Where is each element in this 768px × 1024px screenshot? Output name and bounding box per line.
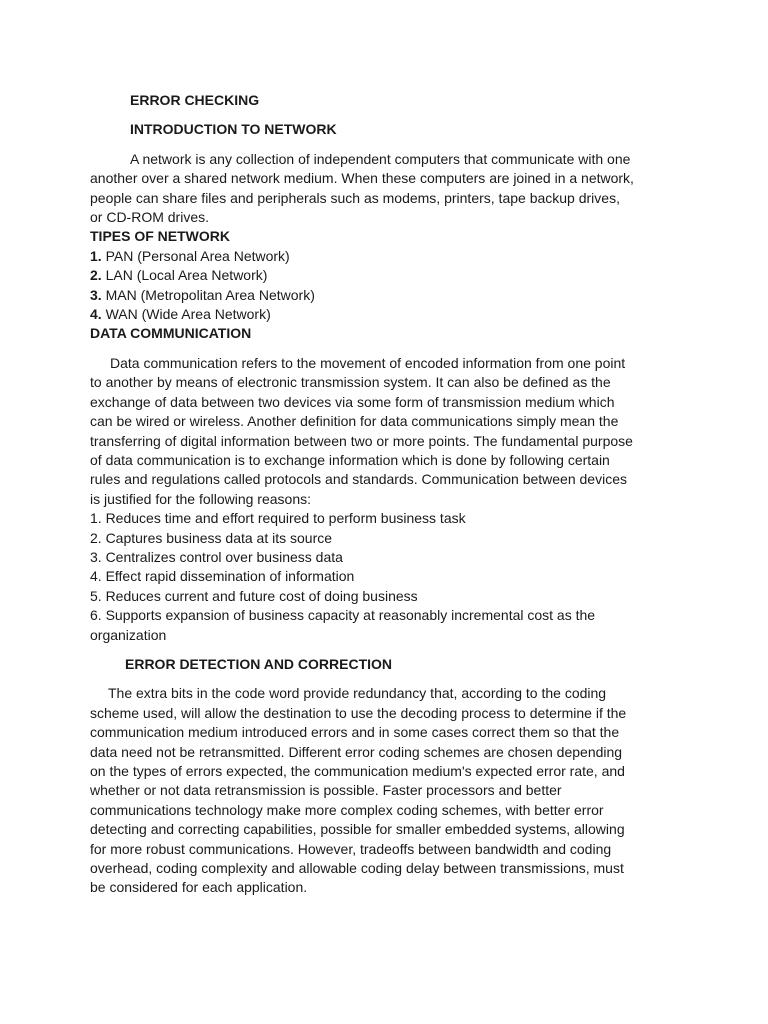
dc-line: to another by means of electronic transmission system. It can also be defined as the (90, 374, 611, 391)
edc-line: communication medium introduced errors and in some cases correct them so that the (90, 724, 620, 741)
list-item: 6. Supports expansion of business capacity at reasonably incremental cost as the (90, 607, 596, 624)
edc-line: The extra bits in the code word provide redundancy that, according to the coding (108, 685, 607, 702)
intro-line: another over a shared network medium. When these computers are joined in a network, (90, 170, 634, 187)
list-text: MAN (Metropolitan Area Network) (101, 286, 315, 303)
network-types-list (90, 247, 690, 325)
reasons-list (90, 509, 690, 645)
list-item: 4. Effect rapid dissemination of information (90, 568, 355, 585)
dc-line: of data communication is to exchange information which is done by following certain (90, 451, 610, 468)
data-communication-paragraph (90, 354, 690, 509)
edc-line: data need not be retransmitted. Different error coding schemes are chosen depending (90, 743, 623, 760)
list-item: 2. Captures business data at its source (90, 529, 333, 546)
edc-line: detecting and correcting capabilities, possible for smaller embedded systems, allowing (90, 821, 625, 838)
list-number: 1. (90, 247, 102, 264)
list-item: 5. Reduces current and future cost of doing business (90, 587, 418, 604)
dc-line: is justified for the following reasons: (90, 490, 311, 507)
list-item: 3. Centralizes control over business data (90, 548, 343, 565)
intro-line: or CD-ROM drives. (90, 209, 210, 226)
list-item (90, 266, 690, 285)
edc-line: be considered for each application. (90, 879, 308, 896)
error-detection-paragraph (90, 684, 690, 897)
list-item: organization (90, 626, 167, 643)
dc-line: transferring of digital information between two or more points. The fundamental purpose (90, 432, 633, 449)
edc-line: whether or not data retransmission is possible. Faster processors and better (90, 782, 562, 799)
list-text: PAN (Personal Area Network) (101, 247, 290, 264)
dc-line: can be wired or wireless. Another definition for data communications simply mean the (90, 413, 619, 430)
intro-paragraph (90, 150, 690, 228)
title-error-checking: ERROR CHECKING (130, 92, 260, 108)
edc-line: scheme used, will allow the destination to use the decoding process to determine if the (90, 704, 627, 721)
list-item (90, 305, 690, 324)
document-page (90, 91, 690, 898)
data-communication-heading: DATA COMMUNICATION (90, 325, 252, 342)
list-item: 1. Reduces time and effort required to perform business task (90, 510, 466, 527)
list-number: 4. (90, 306, 102, 323)
list-text: WAN (Wide Area Network) (101, 306, 271, 323)
dc-line: Data communication refers to the movement of encoded information from one point (110, 354, 626, 371)
edc-line: on the types of errors expected, the communication medium's expected error rate, and (90, 763, 625, 779)
list-item (90, 286, 690, 305)
title-introduction-to-network: INTRODUCTION TO NETWORK (130, 121, 337, 138)
error-detection-heading: ERROR DETECTION AND CORRECTION (125, 655, 393, 672)
intro-line: people can share files and peripherals such as modems, printers, tape backup drives, (90, 189, 620, 206)
dc-line: exchange of data between two devices via some form of transmission medium which (90, 393, 615, 410)
edc-line: overhead, coding complexity and allowable coding delay between transmissions, must (90, 860, 624, 877)
list-number: 2. (90, 267, 102, 284)
dc-line: rules and regulations called protocols and standards. Communication between devices (90, 471, 627, 488)
edc-line: for more robust communications. However, tradeoffs between bandwidth and coding (90, 840, 612, 857)
list-item (90, 247, 690, 266)
edc-line: communications technology make more complex coding schemes, with better error (90, 801, 604, 818)
list-number: 3. (90, 286, 102, 303)
list-text: LAN (Local Area Network) (101, 267, 268, 284)
types-of-network-heading: TIPES OF NETWORK (90, 228, 230, 245)
intro-line: A network is any collection of independent computers that communicate with one (130, 150, 631, 167)
